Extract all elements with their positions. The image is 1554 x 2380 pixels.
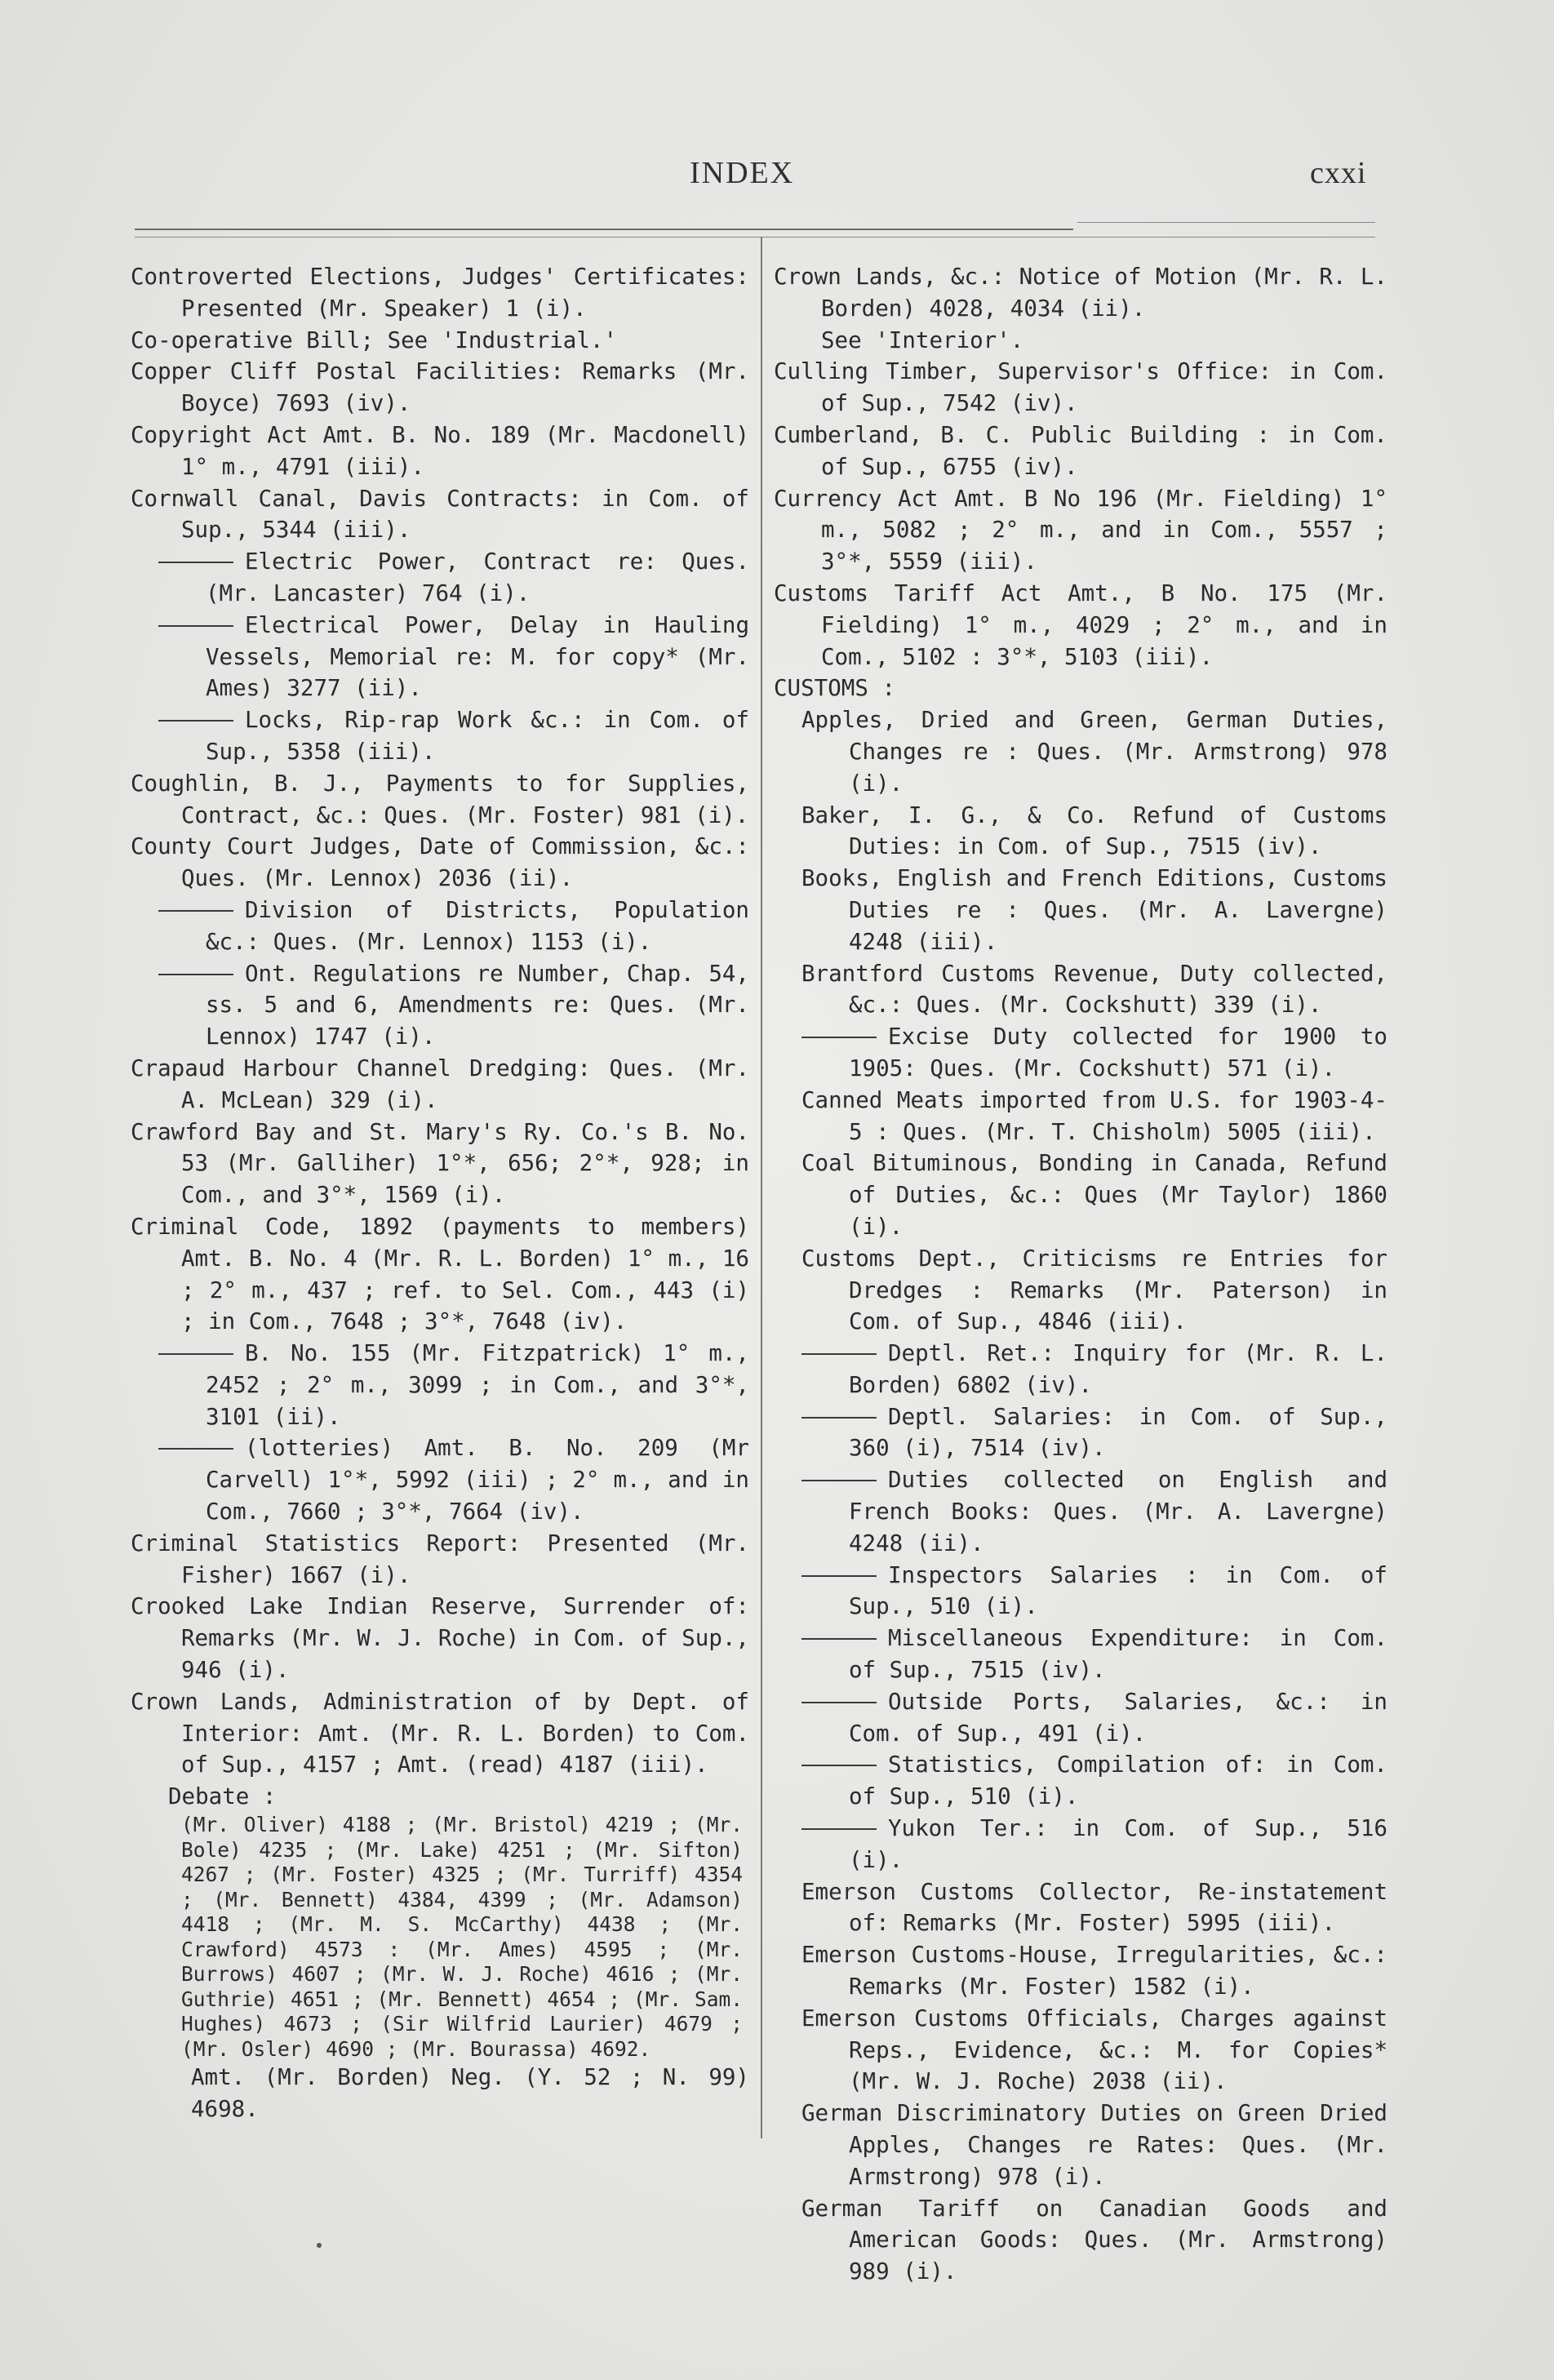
cross-reference	[774, 325, 1388, 357]
ditto-dash	[801, 1353, 877, 1355]
entry-text: Amt. (Mr. Borden) Neg. (Y. 52 ; N. 99) 4698.	[191, 2064, 749, 2122]
ditto-dash	[801, 1575, 877, 1577]
entry-text: German Tariff on Canadian Goods and American Goods: Ques. (Mr. Armstrong) 989 (i).	[801, 2195, 1388, 2285]
entry-text: German Discriminatory Duties on Green Dried Apples, Changes re Rates: Ques. (Mr. Armstrong) 978 (i).	[801, 2100, 1388, 2190]
entry-text: Brantford Customs Revenue, Duty collected, &c.: Ques. (Mr. Cockshutt) 339 (i).	[801, 960, 1388, 1019]
entry-text: County Court Judges, Date of Commission, &c.: Ques. (Mr. Lennox) 2036 (ii).	[131, 833, 749, 892]
index-entry	[131, 261, 749, 325]
entry-text: Division of Districts, Population &c.: Ques. (Mr. Lennox) 1153 (i).	[206, 896, 749, 955]
entry-text: Inspectors Salaries : in Com. of Sup., 510 (i).	[849, 1561, 1388, 1620]
index-entry	[774, 1939, 1388, 2003]
left-column	[131, 261, 749, 2125]
entry-text: Controverted Elections, Judges' Certificates: Presented (Mr. Speaker) 1 (i).	[131, 264, 749, 322]
index-subentry	[774, 1813, 1388, 1876]
entry-text: Coughlin, B. J., Payments to for Supplies, Contract, &c.: Ques. (Mr. Foster) 981 (i).	[131, 770, 749, 828]
index-entry	[131, 1686, 749, 1781]
header-rule-lower	[135, 237, 1375, 238]
index-entry	[131, 325, 749, 357]
entry-text: Crooked Lake Indian Reserve, Surrender of: Remarks (Mr. W. J. Roche) in Com. of Sup., 946 (i).	[131, 1593, 749, 1684]
entry-text: Cumberland, B. C. Public Building : in Com. of Sup., 6755 (iv).	[774, 421, 1388, 480]
entry-text: Criminal Statistics Report: Presented (Mr. Fisher) 1667 (i).	[131, 1530, 749, 1588]
entry-text: Locks, Rip-rap Work &c.: in Com. of Sup., 5358 (iii).	[206, 707, 749, 765]
entry-text: Customs Dept., Criticisms re Entries for Dredges : Remarks (Mr. Paterson) in Com. of Sup., 4846 (iii).	[801, 1245, 1388, 1335]
index-entry	[774, 1243, 1388, 1338]
entry-text: (Mr. Oliver) 4188 ; (Mr. Bristol) 4219 ; (Mr. Bole) 4235 ; (Mr. Lake) 4251 ; (Mr. Sifton) 4267 ; (Mr. Foster) 4325 ; (Mr. Turriff) 4354 ; (Mr. Bennett) 4384, 4399 ; (Mr. Adamson) 4418 ; (Mr. M. S. McCarthy) 4438 ; (Mr. Crawford) 4573 : (Mr. Ames) 4595 ; (Mr. Burrows) 4607 ; (Mr. W. J. Roche) 4616 ; (Mr. Guthrie) 4651 ; (Mr. Bennett) 4654 ; (Mr. Sam. Hughes) 4673 ; (Sir Wilfrid Laurier) 4679 ; (Mr. Osler) 4690 ; (Mr. Bourassa) 4692.	[181, 1813, 743, 2061]
entry-text: Crown Lands, Administration of by Dept. of Interior: Amt. (Mr. R. L. Borden) to Com. of Sup., 4157 ; Amt. (read) 4187 (iii).	[131, 1688, 749, 1778]
entry-text: Copper Cliff Postal Facilities: Remarks (Mr. Boyce) 7693 (iv).	[131, 358, 749, 417]
index-entry	[774, 1876, 1388, 1940]
entry-text: Baker, I. G., & Co. Refund of Customs Duties: in Com. of Sup., 7515 (iv).	[801, 801, 1388, 860]
entry-text: (lotteries) Amt. B. No. 209 (Mr Carvell) 1°*, 5992 (iii) ; 2° m., and in Com., 7660 ; 3°*, 7664 (iv).	[206, 1435, 749, 1525]
ditto-dash	[158, 625, 233, 627]
index-subentry	[131, 610, 749, 704]
index-subentry	[774, 1560, 1388, 1623]
index-subentry	[774, 1338, 1388, 1401]
entry-text: Statistics, Compilation of: in Com. of Sup., 510 (i).	[849, 1752, 1388, 1810]
entry-text: Ont. Regulations re Number, Chap. 54, ss. 5 and 6, Amendments re: Ques. (Mr. Lennox) 1747 (i).	[206, 960, 749, 1050]
entry-text: Emerson Customs Collector, Re-instatement of: Remarks (Mr. Foster) 5995 (iii).	[801, 1878, 1388, 1937]
ditto-dash	[158, 720, 233, 722]
entry-text: Criminal Code, 1892 (payments to members) Amt. B. No. 4 (Mr. R. L. Borden) 1° m., 16 ; 2° m., 437 ; ref. to Sel. Com., 443 (i) ; in Com., 7648 ; 3°*, 7648 (iv).	[131, 1213, 749, 1335]
index-entry	[131, 768, 749, 832]
index-subentry	[131, 958, 749, 1053]
entry-text: Debate :	[168, 1783, 277, 1810]
index-subentry	[131, 1432, 749, 1527]
index-subentry	[131, 1338, 749, 1432]
index-subentry	[774, 1464, 1388, 1559]
column-divider	[761, 237, 762, 2138]
ditto-dash	[158, 1448, 233, 1450]
index-subentry	[774, 1623, 1388, 1686]
index-subentry	[774, 1401, 1388, 1465]
ditto-dash	[158, 1353, 233, 1355]
entry-text: Deptl. Ret.: Inquiry for (Mr. R. L. Borden) 6802 (iv).	[849, 1340, 1388, 1398]
ditto-dash	[801, 1417, 877, 1419]
index-subentry	[774, 1749, 1388, 1813]
entry-text: Deptl. Salaries: in Com. of Sup., 360 (i), 7514 (iv).	[849, 1403, 1388, 1462]
entry-text: Outside Ports, Salaries, &c.: in Com. of Sup., 491 (i).	[849, 1688, 1388, 1747]
right-column	[774, 261, 1388, 2288]
ditto-dash	[801, 1480, 877, 1481]
index-entry	[774, 704, 1388, 799]
index-entry	[131, 420, 749, 483]
index-entry	[774, 863, 1388, 957]
entry-text: Crapaud Harbour Channel Dredging: Ques. (Mr. A. McLean) 329 (i).	[131, 1055, 749, 1113]
ditto-dash	[158, 910, 233, 912]
index-entry	[131, 483, 749, 547]
section-heading	[774, 673, 1388, 704]
index-subentry	[131, 704, 749, 768]
index-entry	[774, 2003, 1388, 2098]
entry-text: Apples, Dried and Green, German Duties, Changes re : Ques. (Mr. Armstrong) 978 (i).	[801, 707, 1388, 797]
index-subentry	[774, 1686, 1388, 1750]
page-number: cxxi	[1310, 156, 1367, 190]
entry-text: B. No. 155 (Mr. Fitzpatrick) 1° m., 2452 ; 2° m., 3099 ; in Com., and 3°*, 3101 (ii).	[206, 1340, 749, 1430]
page-title: INDEX	[690, 156, 795, 190]
ditto-dash	[801, 1828, 877, 1830]
index-entry	[774, 261, 1388, 325]
ditto-dash	[801, 1638, 877, 1640]
index-entry	[774, 2098, 1388, 2192]
index-entry	[774, 1085, 1388, 1148]
debate-label	[131, 1781, 749, 1813]
paper-speck	[317, 2243, 322, 2248]
entry-text: Crown Lands, &c.: Notice of Motion (Mr. R. L. Borden) 4028, 4034 (ii).	[774, 264, 1388, 322]
index-entry	[774, 356, 1388, 420]
header-rule-right	[1077, 222, 1375, 223]
entry-text: Culling Timber, Supervisor's Office: in Com. of Sup., 7542 (iv).	[774, 358, 1388, 417]
index-subentry	[131, 546, 749, 610]
entry-text: CUSTOMS :	[774, 675, 896, 702]
entry-text: Copyright Act Amt. B. No. 189 (Mr. Macdonell) 1° m., 4791 (iii).	[131, 421, 749, 480]
index-subentry	[131, 895, 749, 958]
entry-text: Currency Act Amt. B No 196 (Mr. Fielding) 1° m., 5082 ; 2° m., and in Com., 5557 ; 3°*, 5559 (iii).	[774, 485, 1388, 575]
ditto-dash	[158, 562, 233, 563]
entry-text: Customs Tariff Act Amt., B No. 175 (Mr. Fielding) 1° m., 4029 ; 2° m., and in Com., 5102 : 3°*, 5103 (iii).	[774, 579, 1388, 670]
entry-text: Crawford Bay and St. Mary's Ry. Co.'s B. No. 53 (Mr. Galliher) 1°*, 656; 2°*, 928; in Com., and 3°*, 1569 (i).	[131, 1118, 749, 1209]
amendment-line	[131, 2062, 749, 2125]
index-entry	[774, 483, 1388, 578]
entry-text: Co-operative Bill; See 'Industrial.'	[131, 326, 618, 353]
index-entry	[131, 1211, 749, 1338]
entry-text: Miscellaneous Expenditure: in Com. of Sup., 7515 (iv).	[849, 1625, 1388, 1684]
index-entry	[774, 420, 1388, 483]
index-entry	[774, 958, 1388, 1022]
index-subentry	[774, 1021, 1388, 1085]
header-rule	[135, 229, 1073, 230]
index-entry	[774, 2193, 1388, 2288]
entry-text: Electrical Power, Delay in Hauling Vessels, Memorial re: M. for copy* (Mr. Ames) 3277 (ii).	[206, 611, 749, 702]
running-head	[0, 155, 1554, 196]
ditto-dash	[801, 1702, 877, 1703]
entry-text: Cornwall Canal, Davis Contracts: in Com. of Sup., 5344 (iii).	[131, 485, 749, 544]
index-entry	[131, 831, 749, 895]
entry-text: Books, English and French Editions, Customs Duties re : Ques. (Mr. A. Lavergne) 4248 (iii).	[801, 865, 1388, 955]
ditto-dash	[801, 1765, 877, 1766]
index-entry	[131, 1117, 749, 1211]
entry-text: Duties collected on English and French Books: Ques. (Mr. A. Lavergne) 4248 (ii).	[849, 1467, 1388, 1556]
ditto-dash	[158, 974, 233, 975]
index-entry	[774, 800, 1388, 864]
entry-text: Canned Meats imported from U.S. for 1903-4-5 : Ques. (Mr. T. Chisholm) 5005 (iii).	[801, 1086, 1388, 1145]
entry-text: Emerson Customs-House, Irregularities, &c.: Remarks (Mr. Foster) 1582 (i).	[801, 1942, 1388, 2000]
index-entry	[131, 356, 749, 420]
ditto-dash	[801, 1037, 877, 1038]
index-entry	[774, 578, 1388, 673]
entry-text: Electric Power, Contract re: Ques. (Mr. Lancaster) 764 (i).	[206, 548, 749, 606]
entry-text: Yukon Ter.: in Com. of Sup., 516 (i).	[849, 1815, 1388, 1873]
index-entry	[131, 1528, 749, 1592]
debate-speakers	[131, 1813, 749, 2062]
index-entry	[131, 1053, 749, 1117]
index-entry	[774, 1148, 1388, 1242]
entry-text: See 'Interior'.	[821, 326, 1024, 353]
index-entry	[131, 1591, 749, 1685]
entry-text: Coal Bituminous, Bonding in Canada, Refund of Duties, &c.: Ques (Mr Taylor) 1860 (i).	[801, 1150, 1388, 1240]
entry-text: Excise Duty collected for 1900 to 1905: Ques. (Mr. Cockshutt) 571 (i).	[849, 1023, 1388, 1081]
entry-text: Emerson Customs Officials, Charges against Reps., Evidence, &c.: M. for Copies* (Mr. W. J. Roche) 2038 (ii).	[801, 2005, 1388, 2095]
